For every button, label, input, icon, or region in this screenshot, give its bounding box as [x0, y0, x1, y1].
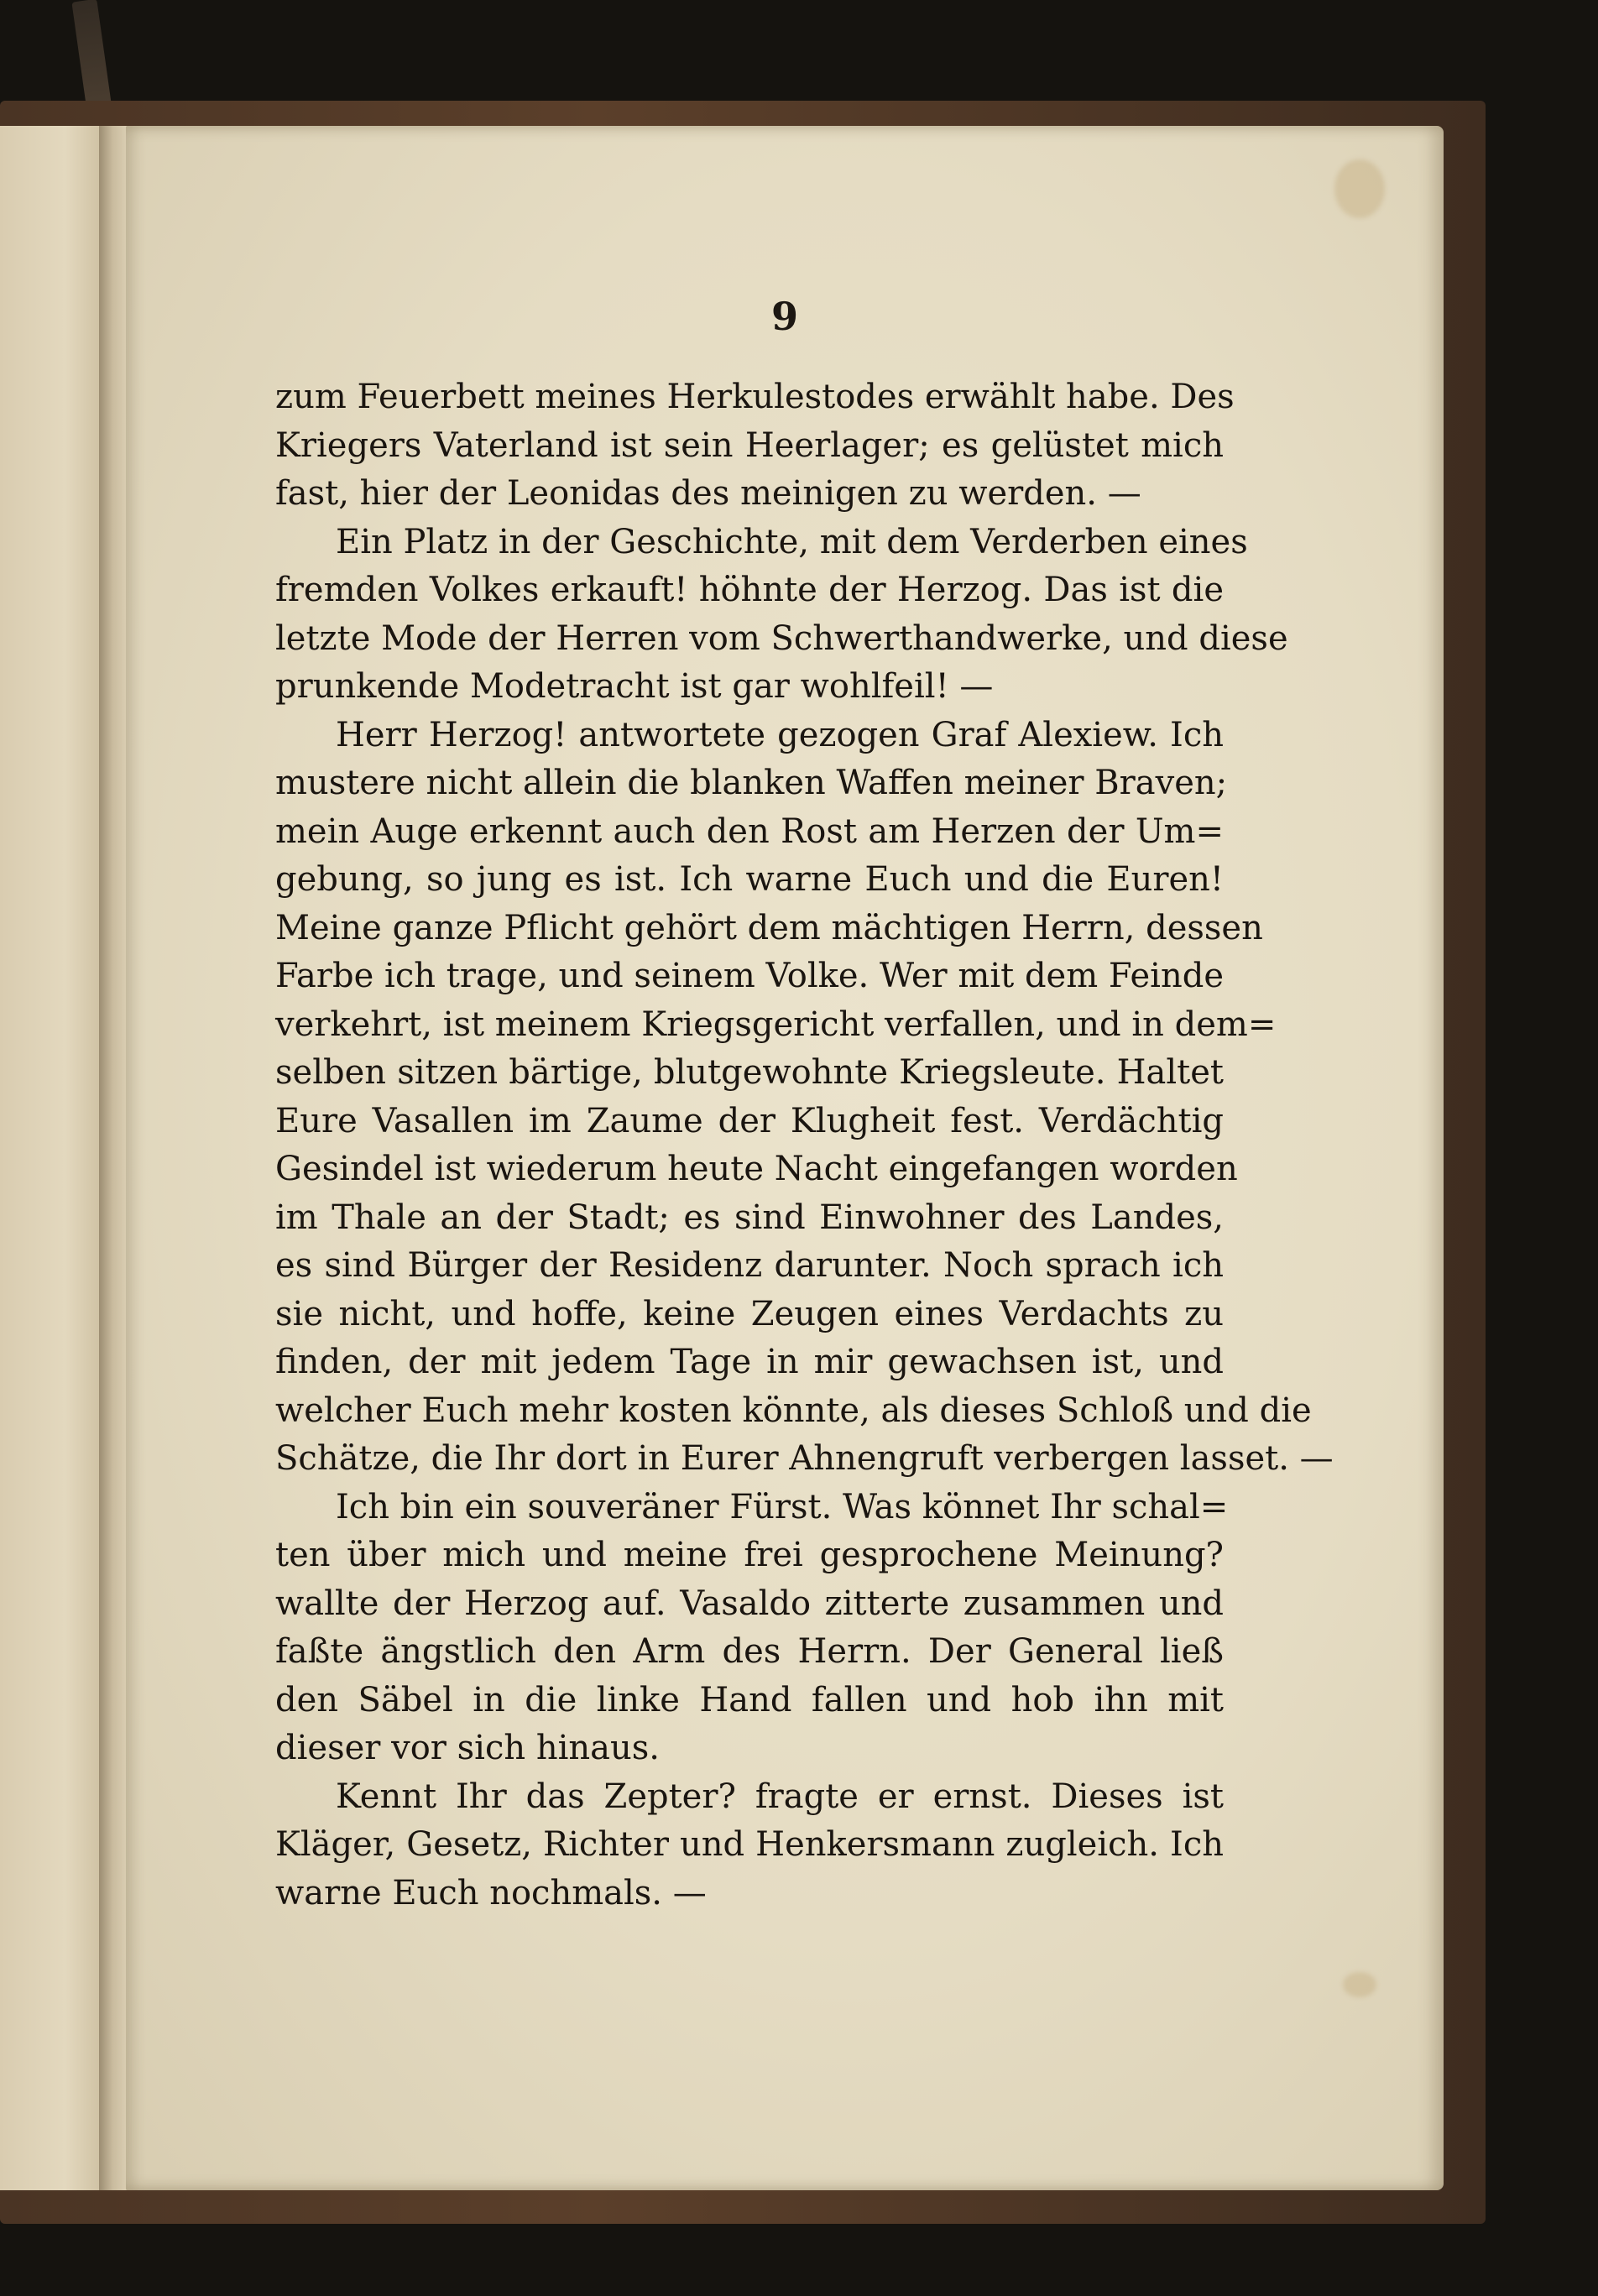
text-line: mein Auge erkennt auch den Rost am Herzen der Um=	[275, 811, 1224, 851]
text-line: prunkende Modetracht ist gar wohlfeil! —	[275, 667, 994, 706]
left-page-edge	[0, 126, 111, 2190]
text-line: es sind Bürger der Residenz darunter. Noch sprach ich	[275, 1246, 1224, 1285]
book-gutter	[99, 126, 129, 2190]
text-line: Kläger, Gesetz, Richter und Henkersmann zugleich. Ich	[275, 1825, 1224, 1864]
text-line: Kennt Ihr das Zepter? fragte er ernst. Dieses ist	[336, 1777, 1224, 1816]
text-line: Schätze, die Ihr dort in Eurer Ahnengruft verbergen lasset. —	[275, 1439, 1334, 1478]
text-line: Farbe ich trage, und seinem Volke. Wer mit dem Feinde	[275, 957, 1224, 995]
text-line: welcher Euch mehr kosten könnte, als dieses Schloß und die	[275, 1391, 1312, 1430]
text-line: mustere nicht allein die blanken Waffen meiner Braven;	[275, 764, 1228, 802]
paper-stain	[1343, 1972, 1376, 1997]
text-line: fast, hier der Leonidas des meinigen zu werden. —	[275, 474, 1141, 513]
text-line: verkehrt, ist meinem Kriegsgericht verfallen, und in dem=	[275, 1004, 1277, 1044]
page-number: 9	[770, 294, 798, 339]
text-line: Eure Vasallen im Zaume der Klugheit fest. Verdächtig	[275, 1101, 1224, 1140]
text-line: ten über mich und meine frei gesprochene Meinung?	[275, 1536, 1224, 1574]
text-line: zum Feuerbett meines Herkulestodes erwählt habe. Des	[275, 378, 1235, 416]
text-line: Ich bin ein souveräner Fürst. Was könnet Ihr schal=	[336, 1487, 1229, 1526]
text-line: Ein Platz in der Geschichte, mit dem Verderben eines	[336, 522, 1248, 561]
text-line: wallte der Herzog auf. Vasaldo zitterte zusammen und	[275, 1584, 1224, 1623]
text-line: dieser vor sich hinaus.	[275, 1729, 660, 1767]
book-page	[126, 126, 1444, 2190]
text-line: fremden Volkes erkauft! höhnte der Herzog. Das ist die	[275, 571, 1224, 609]
text-line: Meine ganze Pflicht gehört dem mächtigen Herrn, dessen	[275, 908, 1263, 947]
text-line: Gesindel ist wiederum heute Nacht eingefangen worden	[275, 1150, 1238, 1188]
text-line: selben sitzen bärtige, blutgewohnte Kriegsleute. Haltet	[275, 1053, 1224, 1092]
text-line: im Thale an der Stadt; es sind Einwohner des Landes,	[275, 1198, 1224, 1237]
text-line: letzte Mode der Herren vom Schwerthandwerke, und diese	[275, 618, 1288, 658]
body-text	[275, 373, 1334, 1918]
text-line: gebung, so jung es ist. Ich warne Euch und die Euren!	[275, 860, 1224, 899]
paper-stain	[1334, 159, 1385, 218]
text-line: faßte ängstlich den Arm des Herrn. Der General ließ	[275, 1632, 1224, 1671]
text-line: Herr Herzog! antwortete gezogen Graf Alexiew. Ich	[336, 715, 1224, 754]
text-line: finden, der mit jedem Tage in mir gewachsen ist, und	[275, 1343, 1224, 1381]
text-line: sie nicht, und hoffe, keine Zeugen eines Verdachts zu	[275, 1294, 1224, 1333]
text-line: warne Euch nochmals. —	[275, 1873, 707, 1912]
text-line: Kriegers Vaterland ist sein Heerlager; es gelüstet mich	[275, 425, 1224, 465]
text-line: den Säbel in die linke Hand fallen und hob ihn mit	[275, 1680, 1224, 1719]
